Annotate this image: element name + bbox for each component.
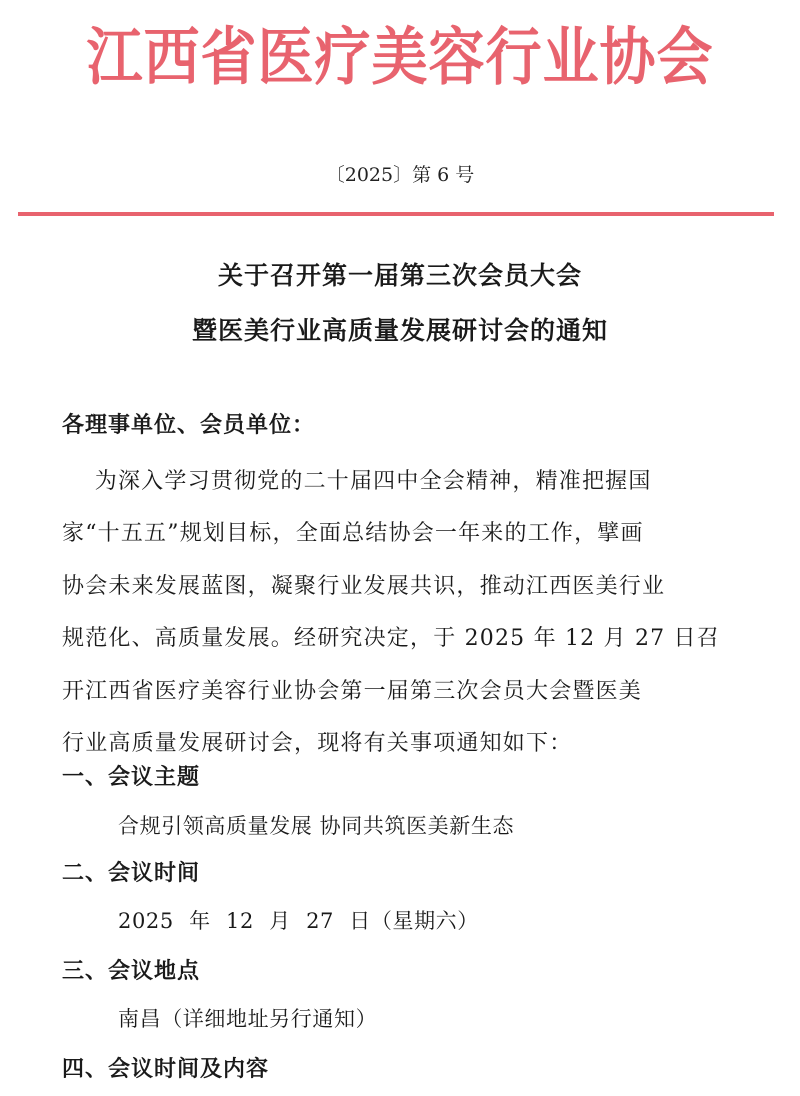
notice-title-line-1: 关于召开第一届第三次会员大会 [217, 261, 582, 290]
organization-header-title: 江西省医疗美容行业协会 [86, 21, 714, 95]
section-heading-schedule: 四、会议时间及内容 [62, 1056, 270, 1082]
notice-body [62, 456, 742, 770]
section-heading-theme: 一、会议主题 [62, 764, 201, 790]
body-line: 行业高质量发展研讨会，现将有关事项通知如下： [62, 731, 573, 757]
addressee: 各理事单位、会员单位： [62, 412, 316, 438]
document-number: 〔2025〕第 6 号 [325, 164, 475, 186]
body-line: 开江西省医疗美容行业协会第一届第三次会员大会暨医美 [62, 678, 643, 704]
section-content-time: 2025 年 12 月 27 日（星期六） [118, 909, 479, 933]
section-heading-time: 二、会议时间 [62, 860, 201, 886]
red-divider-rule [18, 212, 774, 216]
section-content-location: 南昌（详细地址另行通知） [118, 1007, 378, 1031]
body-line: 为深入学习贯彻党的二十届四中全会精神，精准把握国 [62, 469, 652, 494]
body-line: 家“十五五”规划目标，全面总结协会一年来的工作，擘画 [62, 521, 644, 547]
body-line: 协会未来发展蓝图，凝聚行业发展共识，推动江西医美行业 [62, 573, 666, 599]
section-content-theme: 合规引领高质量发展 协同共筑医美新生态 [118, 814, 515, 838]
section-heading-location: 三、会议地点 [62, 958, 201, 984]
body-line: 规范化、高质量发展。经研究决定，于 2025 年 12 月 27 日召 [62, 626, 720, 652]
notice-title-line-2: 暨医美行业高质量发展研讨会的通知 [191, 316, 608, 345]
